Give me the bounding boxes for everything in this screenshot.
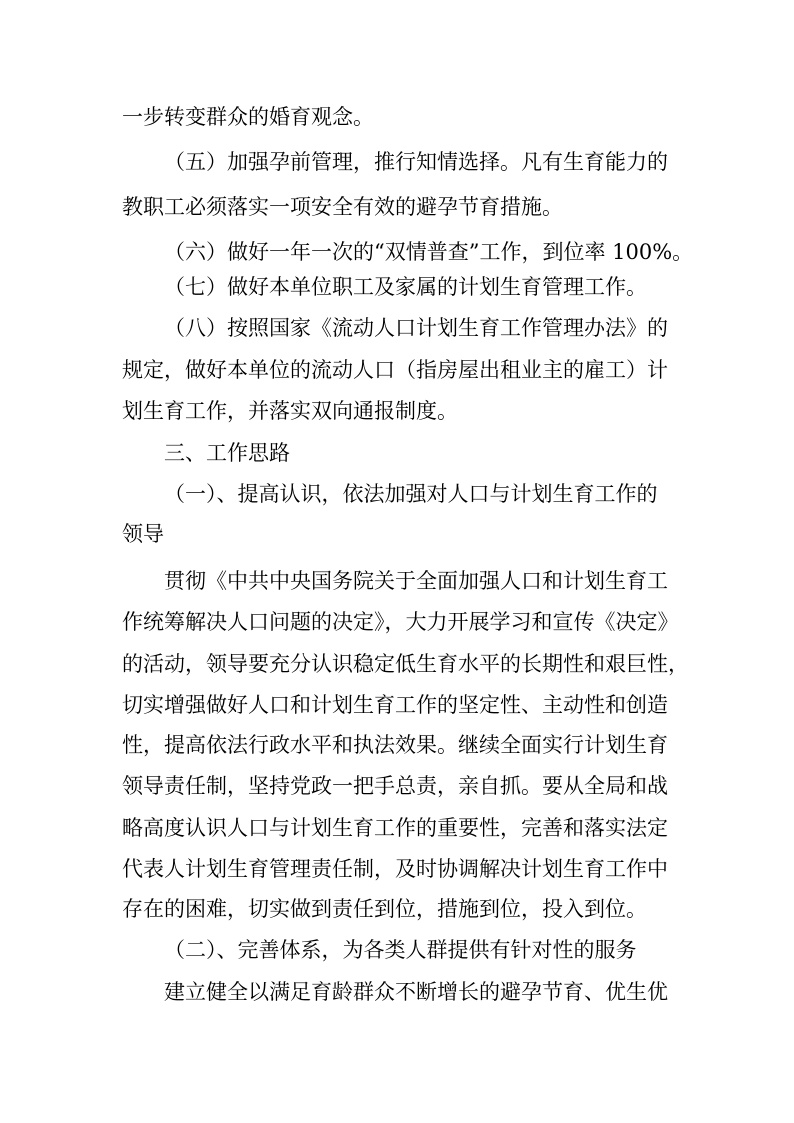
text-line: 划生育工作，并落实双向通报制度。 [122, 399, 458, 423]
text-line: 略高度认识人口与计划生育工作的重要性，完善和落实法定 [122, 816, 668, 840]
subsection-heading: （二）、完善体系，为各类人群提供有针对性的服务 [164, 938, 637, 962]
text-line: 性，提高依法行政水平和执法效果。继续全面实行计划生育 [122, 733, 668, 757]
text-line: 一步转变群众的婚育观念。 [122, 105, 374, 129]
subsection-heading: （一）、提高认识，依法加强对人口与计划生育工作的 [164, 482, 658, 506]
text-line: 作统筹解决人口问题的决定》，大力开展学习和宣传《决定》 [122, 610, 679, 634]
text-line: 的活动，领导要充分认识稳定低生育水平的长期性和艰巨性， [122, 652, 689, 676]
text-line: 领导责任制，坚持党政一把手总责，亲自抓。要从全局和战 [122, 774, 668, 798]
text-line: （八）按照国家《流动人口计划生育工作管理办法》的 [164, 316, 668, 340]
text-line: 教职工必须落实一项安全有效的避孕节育措施。 [122, 195, 563, 219]
text-line: （五）加强孕前管理，推行知情选择。凡有生育能力的 [164, 150, 668, 174]
subsection-heading-cont: 领导 [122, 522, 164, 546]
text-line: 切实增强做好人口和计划生育工作的坚定性、主动性和创造 [122, 693, 668, 717]
text-line: 规定，做好本单位的流动人口（指房屋出租业主的雇工）计 [122, 358, 668, 382]
text-line: （六）做好一年一次的“双情普查”工作，到位率 100%。 [164, 240, 694, 264]
text-line: 存在的困难，切实做到责任到位，措施到位，投入到位。 [122, 897, 647, 921]
text-line: 贯彻《中共中央国务院关于全面加强人口和计划生育工 [164, 569, 668, 593]
section-heading: 三、工作思路 [164, 441, 290, 465]
text-line: 代表人计划生育管理责任制，及时协调解决计划生育工作中 [122, 857, 668, 881]
text-line: 建立健全以满足育龄群众不断增长的避孕节育、优生优 [164, 980, 668, 1004]
text-line: （七）做好本单位职工及家属的计划生育管理工作。 [164, 275, 647, 299]
